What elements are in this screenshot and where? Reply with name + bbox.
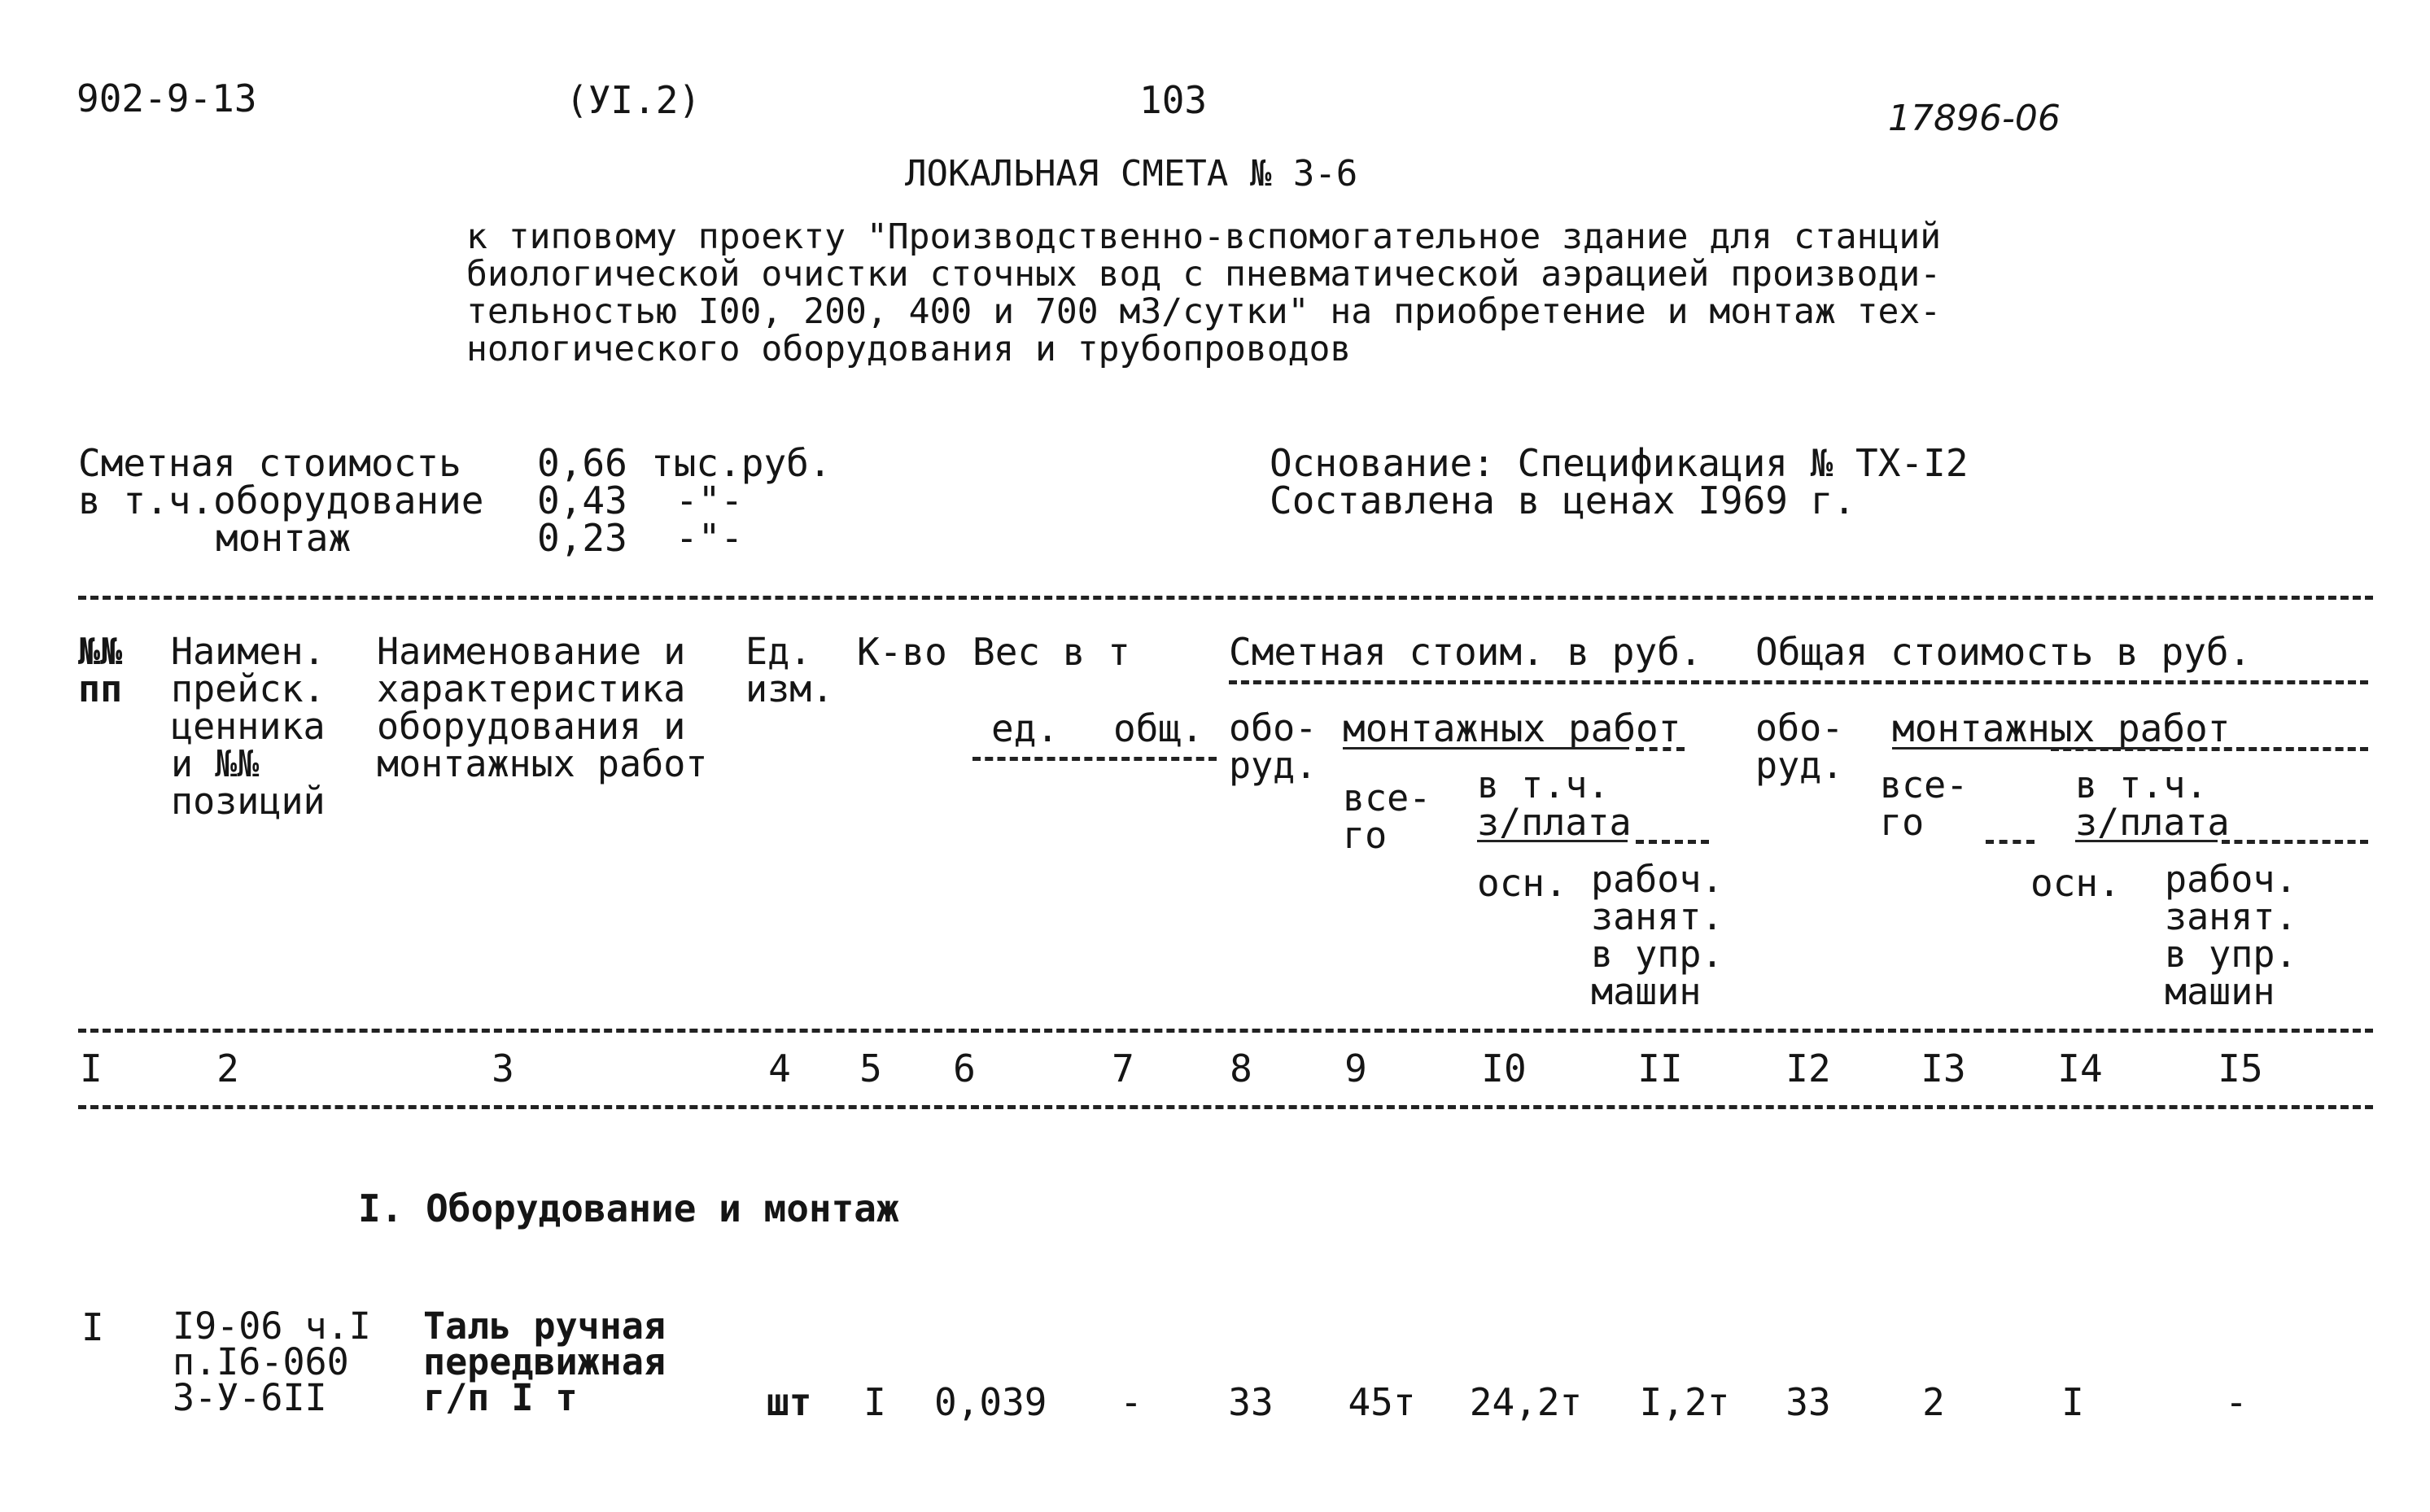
row-wage-machine: I,2т [1639, 1380, 1730, 1424]
row-pricelist: I9-06 ч.I п.I6-060 3-У-6II [173, 1304, 371, 1419]
row-weight-total: - [1120, 1380, 1143, 1424]
total-wage-basic-header: осн. [2030, 861, 2121, 905]
subtitle-line: тельностью I00, 200, 400 и 700 м3/сутки" на приобретение и монтаж тех- [466, 291, 1942, 332]
subtitle-line: к типовому проекту "Производственно-вспомогательное здание для станций [466, 216, 1942, 257]
row-mount-total: 45т [1348, 1380, 1416, 1424]
col-qty-header: К-во [857, 630, 947, 674]
estimate-cost-group-header: Сметная стоим. в руб. [1229, 630, 1702, 674]
archive-number: 17896-06 [1888, 98, 2061, 139]
row-total-equipment: 33 [1785, 1380, 1831, 1424]
row-number: I [81, 1305, 104, 1349]
total-wage-header: в т.ч. з/плата [2075, 763, 2230, 844]
header-sub-rule [1229, 680, 2368, 684]
header-sub-rule [1636, 840, 1709, 844]
weight-sub-rule [972, 757, 1217, 761]
col-unit-header: Ед. изм. [745, 630, 834, 710]
row-total-mount: 2 [1922, 1380, 1945, 1424]
total-wage-underline [2075, 840, 2218, 842]
column-number: I0 [1481, 1047, 1527, 1090]
section-code: (УI.2) [566, 78, 701, 122]
col-name-header: Наименование и характеристика оборудования и монтажных работ [377, 630, 708, 785]
col-weight-total-header: общ. [1113, 706, 1204, 750]
column-number: I2 [1785, 1047, 1831, 1090]
estimate-wage-basic-header: осн. [1477, 861, 1567, 905]
column-number: II [1637, 1047, 1683, 1090]
subtitle-line: биологической очистки сточных вод с пневматической аэрацией производи- [466, 254, 1942, 295]
prices-note: Составлена в ценах I969 г. [1270, 479, 1856, 522]
column-number: 2 [216, 1047, 239, 1090]
page-number: 103 [1139, 78, 1208, 122]
basis-note: Основание: Спецификация № ТХ-I2 [1270, 441, 1969, 485]
summary-value: 0,66 [537, 441, 627, 485]
total-mount-header: монтажных работ [1892, 706, 2231, 750]
total-mount-underline [1892, 747, 2177, 749]
row-wage-basic: 24,2т [1469, 1380, 1583, 1424]
colnum-bottom-rule [78, 1105, 2373, 1109]
row-total-wage-basic: I [2061, 1380, 2084, 1424]
total-cost-group-header: Общая стоимость в руб. [1755, 630, 2252, 674]
summary-value: 0,43 [537, 479, 627, 522]
row-name: Таль ручная передвижная г/п I т [423, 1304, 667, 1419]
column-number: I3 [1921, 1047, 1966, 1090]
summary-unit: тыс.руб. [651, 441, 832, 485]
table-top-rule [78, 596, 2373, 600]
column-number: 3 [492, 1047, 514, 1090]
document-title: ЛОКАЛЬНАЯ СМЕТА № 3-6 [905, 153, 1358, 194]
total-equipment-header: обо- руд. [1755, 706, 1844, 787]
row-unit: шт [767, 1380, 812, 1424]
row-weight-unit: 0,039 [934, 1380, 1047, 1424]
column-number: 8 [1230, 1047, 1252, 1090]
section-title: I. Оборудование и монтаж [358, 1186, 899, 1230]
estimate-wage-header: в т.ч. з/плата [1477, 763, 1632, 844]
column-number: I4 [2057, 1047, 2103, 1090]
estimate-equipment-header: обо- руд. [1229, 706, 1318, 787]
estimate-mount-header: монтажных работ [1343, 706, 1681, 750]
summary-label: монтаж [216, 516, 352, 560]
header-sub-rule [1986, 840, 2034, 844]
project-code: 902-9-13 [76, 76, 257, 120]
column-number: 6 [953, 1047, 976, 1090]
total-mount-total-header: все- го [1880, 763, 1969, 844]
col-number-header: №№ пп [78, 630, 123, 710]
col-weight-unit-header: ед. [991, 706, 1060, 750]
header-sub-rule [2222, 840, 2368, 844]
column-number: 7 [1112, 1047, 1134, 1090]
column-number: 9 [1344, 1047, 1367, 1090]
column-number: I [80, 1047, 103, 1090]
column-number: I5 [2218, 1047, 2263, 1090]
row-quantity: I [863, 1380, 886, 1424]
column-number: 5 [859, 1047, 882, 1090]
row-equipment-cost: 33 [1228, 1380, 1274, 1424]
estimate-mount-underline [1343, 747, 1629, 749]
column-number: 4 [768, 1047, 791, 1090]
col-weight-header: Вес в т [972, 630, 1130, 674]
estimate-mount-total-header: все- го [1343, 776, 1431, 857]
summary-label: Сметная стоимость [78, 441, 461, 485]
header-bottom-rule [78, 1029, 2373, 1033]
row-total-wage-machine: - [2225, 1380, 2248, 1424]
col-pricelist-header: Наимен. прейск. ценника и №№ позиций [171, 630, 326, 823]
summary-value: 0,23 [537, 516, 627, 560]
total-wage-machine-header: рабоч. занят. в упр. машин [2165, 858, 2297, 1013]
summary-label: в т.ч.оборудование [78, 479, 484, 522]
summary-unit: -"- [675, 479, 744, 522]
estimate-wage-underline [1477, 840, 1628, 842]
subtitle-line: нологического оборудования и трубопроводов [466, 329, 1352, 369]
estimate-wage-machine-header: рабоч. занят. в упр. машин [1591, 858, 1724, 1013]
summary-unit: -"- [675, 516, 744, 560]
